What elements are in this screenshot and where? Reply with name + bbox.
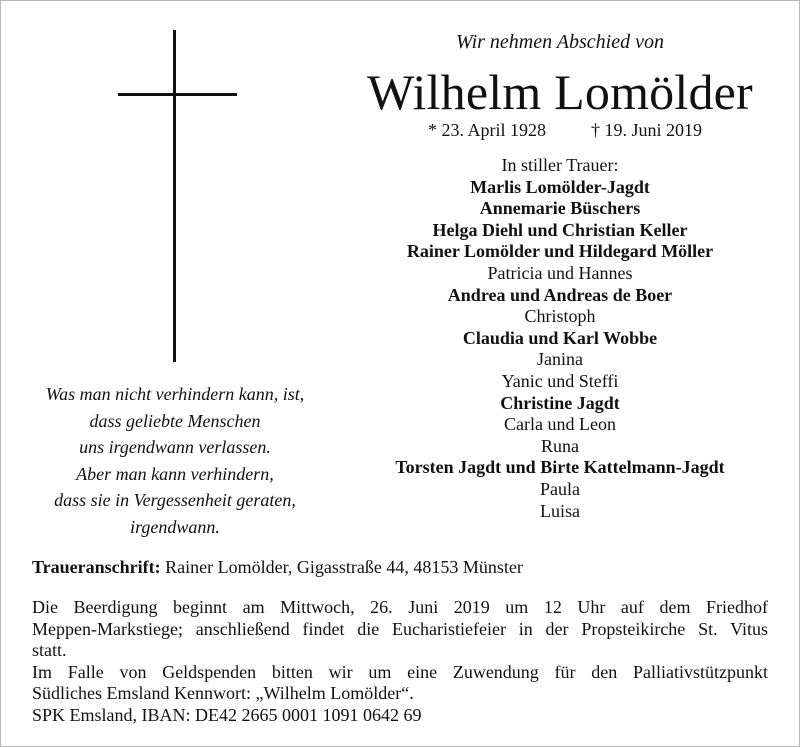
- mourner-line: Luisa: [540, 500, 580, 521]
- funeral-info: [32, 597, 768, 727]
- mourner-line: Yanic und Steffi: [501, 370, 619, 391]
- address-label: Traueranschrift:: [32, 557, 161, 577]
- address-text: Rainer Lomölder, Gigasstraße 44, 48153 Münster: [165, 557, 523, 577]
- mourner-line: Runa: [541, 435, 579, 456]
- cross-horizontal-bar: [118, 93, 237, 96]
- donation-line: Im Falle von Geldspenden bitten wir um eine Zuwendung für den Palliativstützpunkt: [32, 661, 768, 682]
- mourner-line: Carla und Leon: [504, 414, 616, 435]
- mourner-line: Rainer Lomölder und Hildegard Möller: [406, 241, 714, 262]
- intro-text: Wir nehmen Abschied von: [456, 31, 664, 53]
- mourner-line: Helga Diehl und Christian Keller: [432, 219, 688, 240]
- mourners-list: [360, 155, 760, 522]
- poem: [16, 381, 334, 541]
- poem-line: uns irgendwann verlassen.: [79, 437, 271, 458]
- poem-line: dass sie in Vergessenheit geraten,: [54, 490, 296, 511]
- poem-line: dass geliebte Menschen: [89, 410, 261, 431]
- mourner-line: Claudia und Karl Wobbe: [462, 327, 658, 348]
- funeral-line: Meppen-Markstiege; anschließend findet die Eucharistiefeier in der Propsteikirche St. Vitus: [32, 618, 768, 639]
- mourner-line: Janina: [537, 349, 583, 370]
- mourner-line: Paula: [540, 478, 580, 499]
- funeral-line: Die Beerdigung beginnt am Mittwoch, 26. Juni 2019 um 12 Uhr auf dem Friedhof: [32, 597, 768, 617]
- cross-vertical-bar: [173, 30, 176, 362]
- donation-line: Südliches Emsland Kennwort: „Wilhelm Lomölder“.: [32, 683, 414, 704]
- poem-line: Was man nicht verhindern kann, ist,: [45, 384, 305, 404]
- mourner-line: Christoph: [524, 306, 596, 327]
- mourning-address: [32, 556, 523, 578]
- mourner-line: Patricia und Hannes: [487, 262, 633, 283]
- poem-line: Aber man kann verhindern,: [76, 463, 274, 484]
- funeral-line: statt.: [32, 640, 67, 661]
- mourner-line: Annemarie Büschers: [479, 198, 641, 219]
- mourner-line: Christine Jagdt: [500, 392, 620, 413]
- mourning-heading: In stiller Trauer:: [501, 155, 619, 175]
- mourner-line: Andrea und Andreas de Boer: [447, 284, 673, 305]
- mourner-line: Torsten Jagdt und Birte Kattelmann-Jagdt: [395, 457, 725, 478]
- death-date: † 19. Juni 2019: [591, 120, 703, 140]
- donation-line: SPK Emsland, IBAN: DE42 2665 0001 1091 0642 69: [32, 704, 422, 725]
- birth-date: * 23. April 1928: [427, 120, 546, 140]
- deceased-name: Wilhelm Lomölder: [367, 64, 753, 120]
- poem-line: irgendwann.: [130, 516, 220, 537]
- mourner-line: Marlis Lomölder-Jagdt: [470, 176, 650, 197]
- life-dates: [380, 119, 750, 141]
